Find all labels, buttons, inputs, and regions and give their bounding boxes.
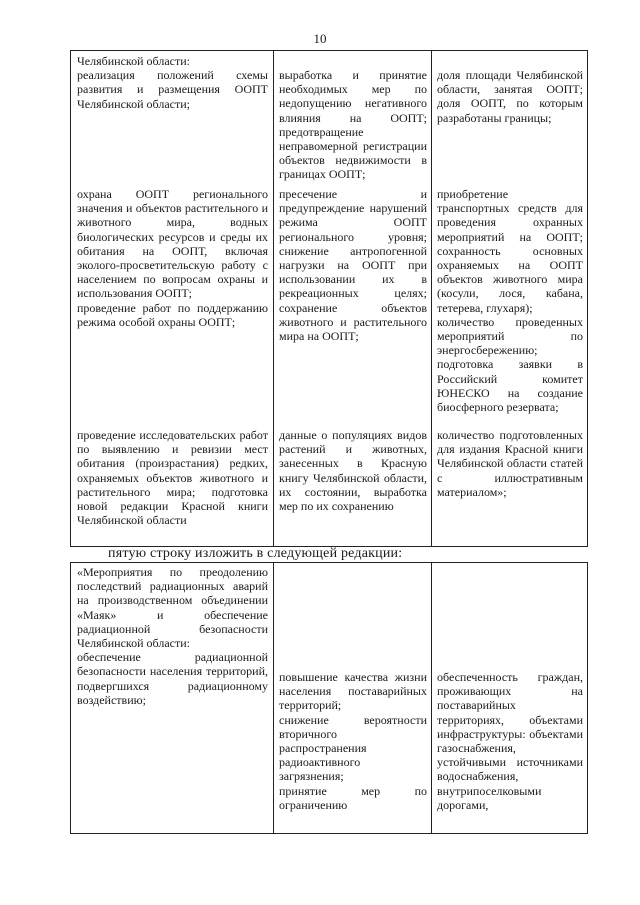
table2-col2-measures-text: принятие мер по ограничению [279, 783, 427, 812]
table2-cell [279, 670, 427, 812]
table1-col3-energy-text: количество проведенных мероприятий по энергосбережению; [437, 314, 583, 358]
table1-col2-population-text: данные о популяциях видов растений и животных, занесенных в Красную книгу Челябинской области, их состоянии, выработка мер по их сохранению [279, 428, 427, 514]
column-divider [273, 51, 274, 546]
table2-cell [437, 670, 583, 812]
table1-cell [437, 428, 583, 499]
table1-col1-region-heading: Челябинской области: [77, 54, 190, 68]
table1-cell [279, 428, 427, 513]
table1-cell [77, 54, 268, 111]
table2-col1-program-heading: «Мероприятия по преодолению последствий радиационных аварий на производственном объединении «Маяк» и обеспечение радиационной безопасности Челябинской области: [77, 565, 268, 651]
column-divider [431, 563, 432, 833]
table1-cell [279, 187, 427, 343]
table1-col1-regime-text: проведение работ по поддержанию режима особой охраны ООПТ; [77, 300, 268, 329]
table2-col1-safety-text: обеспечение радиационной безопасности населения территорий, подвергшихся радиационному воздействию; [77, 650, 268, 707]
table1-col3-vehicles-text: приобретение транспортных средств для проведения охранных мероприятий на ООПТ; сохранность основных охраняемых на ООПТ объектов животного мира (косули, лося, кабана, тетерева, глухаря); [437, 187, 583, 315]
column-divider [273, 563, 274, 833]
page-number: 10 [313, 31, 327, 46]
table1-cell [77, 428, 268, 527]
table-2 [70, 562, 588, 834]
table1-cell [437, 68, 583, 125]
table1-col1-scheme-text: реализация положений схемы развития и размещения ООПТ Челябинской области; [77, 68, 268, 111]
table2-col3-infrastructure-text: обеспеченность граждан, проживающих на поставарийных территориях, объектами инфраструктуры: объектами газоснабжения, устойчивыми источниками водоснабжения, внутрипоселковыми дорогами, [437, 670, 583, 812]
table2-col2-spread-text: снижение вероятности вторичного распространения радиоактивного загрязнения; [279, 712, 427, 784]
table1-col3-unesco-text: подготовка заявки в Российский комитет ЮНЕСКО на создание биосферного резервата; [437, 357, 583, 415]
table1-cell [279, 68, 427, 182]
column-divider [431, 51, 432, 546]
table1-col3-share-text: доля площади Челябинской области, занятая ООПТ; доля ООПТ, по которым разработаны границы; [437, 68, 583, 125]
table2-cell [77, 565, 268, 707]
table1-cell [77, 187, 268, 329]
table1-col2-measures-text: выработка и принятие необходимых мер по недопущению негативного влияния на ООПТ; предотвращение неправомерной регистрации объектов недвижимости в границах ООПТ; [279, 68, 427, 182]
table2-col2-quality-text: повышение качества жизни населения поставарийных территорий; [279, 670, 427, 713]
table1-col3-articles-text: количество подготовленных для издания Красной книги Челябинской области статей с иллюстративным материалом»; [437, 428, 583, 499]
table1-col2-prevention-text: пресечение и предупреждение нарушений режима ООПТ регионального уровня; снижение антропогенной нагрузки на ООПТ при использовании их в рекреационных целях; сохранение объектов животного и растительного мира на ООПТ; [279, 187, 427, 344]
table-1 [70, 50, 588, 547]
table1-col1-research-text: проведение исследовательских работ по выявлению и ревизии мест обитания (произрастания) редких, охраняемых объектов животного и растительного мира; подготовка новой редакции Красной книги Челябинской области [77, 428, 268, 528]
table1-col1-protection-text: охрана ООПТ регионального значения и объектов растительного и животного мира, водных биологических ресурсов и среды их обитания на ООПТ, включая эколого-просветительскую работу с населением по вопросам охраны и использования ООПТ; [77, 187, 268, 301]
table1-cell [437, 187, 583, 414]
section-caption: пятую строку изложить в следующей редакции: [108, 546, 403, 561]
